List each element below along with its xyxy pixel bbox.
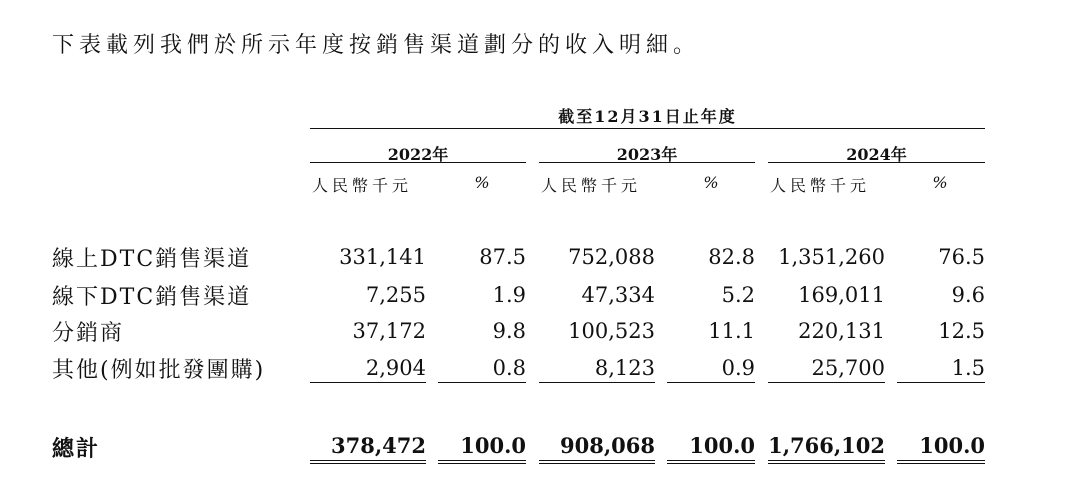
row-label-total: 總計 [52,436,101,462]
table-cell: 220,131 [798,319,885,343]
unit-header-2024: 人民幣千元 [770,176,871,195]
table-cell: 100,523 [568,319,655,343]
pct-header-2024: % [932,173,948,192]
row-label-offline-dtc: 線下DTC銷售渠道 [52,285,252,310]
table-cell: 82.8 [708,245,755,269]
table-cell: 0.9 [667,354,755,383]
pct-header-2022: % [474,173,490,192]
table-cell: 9.8 [492,319,526,343]
unit-header-2023: 人民幣千元 [541,176,642,195]
table-cell: 331,141 [339,245,426,269]
year-header-2023: 2023年 [539,142,755,163]
table-cell: 0.8 [438,354,526,383]
table-cell: 87.5 [479,245,526,269]
table-cell: 5.2 [721,283,755,307]
intro-text: 下表載列我們於所示年度按銷售渠道劃分的收入明細。 [52,33,701,58]
table-cell: 9.6 [951,283,985,307]
table-cell: 8,123 [539,354,655,383]
period-header: 截至12月31日止年度 [310,104,985,129]
table-cell: 169,011 [798,283,885,307]
table-cell: 76.5 [938,245,985,269]
row-label-others: 其他(例如批發團購) [52,358,266,383]
table-cell: 37,172 [352,319,426,343]
row-label-distributors: 分銷商 [52,321,125,346]
table-cell: 25,700 [768,354,885,383]
year-header-2024: 2024年 [768,142,985,163]
total-cell: 1,766,102 [768,432,885,464]
table-cell: 752,088 [568,245,655,269]
year-header-2022: 2022年 [310,142,526,163]
total-cell: 100.0 [667,432,755,464]
table-cell: 1,351,260 [778,245,885,269]
table-cell: 2,904 [310,354,426,383]
table-cell: 47,334 [581,283,655,307]
unit-header-2022: 人民幣千元 [312,176,413,195]
row-label-online-dtc: 線上DTC銷售渠道 [52,247,252,272]
total-cell: 908,068 [539,432,655,464]
total-cell: 378,472 [310,432,426,464]
total-cell: 100.0 [897,432,985,464]
table-cell: 11.1 [708,319,755,343]
table-cell: 12.5 [938,319,985,343]
table-cell: 1.5 [897,354,985,383]
table-cell: 1.9 [492,283,526,307]
total-cell: 100.0 [438,432,526,464]
pct-header-2023: % [703,173,719,192]
table-cell: 7,255 [365,283,426,307]
